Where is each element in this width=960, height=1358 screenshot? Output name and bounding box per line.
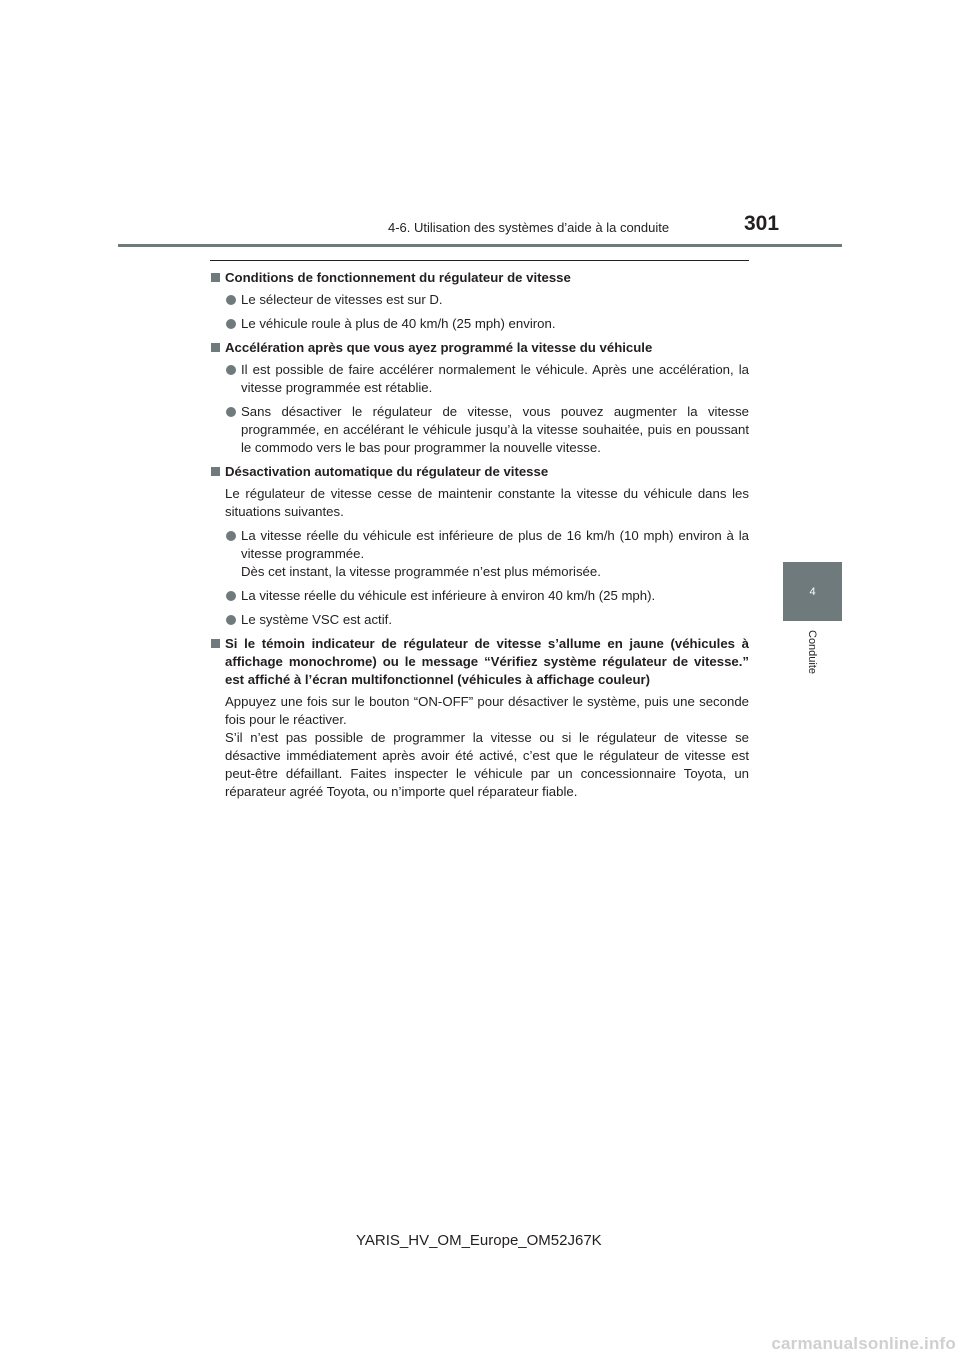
circle-bullet-icon xyxy=(226,365,236,375)
content-top-rule xyxy=(210,260,749,261)
square-bullet-icon xyxy=(211,639,220,648)
chapter-tab[interactable] xyxy=(783,562,842,621)
list-item: La vitesse réelle du véhicule est inférieure à environ 40 km/h (25 mph). xyxy=(225,587,749,605)
circle-bullet-icon xyxy=(226,615,236,625)
header-rule xyxy=(118,244,842,247)
page-content xyxy=(211,269,749,807)
circle-bullet-icon xyxy=(226,407,236,417)
chapter-number: 4 xyxy=(809,585,816,598)
section-heading: Accélération après que vous ayez programmé la vitesse du véhicule xyxy=(211,339,749,357)
list-item: Le système VSC est actif. xyxy=(225,611,749,629)
list-item: Le sélecteur de vitesses est sur D. xyxy=(225,291,749,309)
list-item-note: Dès cet instant, la vitesse programmée n’est plus mémorisée. xyxy=(241,564,601,579)
chapter-label: Conduite xyxy=(806,630,818,675)
section-heading: Conditions de fonctionnement du régulateur de vitesse xyxy=(211,269,749,287)
watermark xyxy=(676,1334,956,1354)
document-code: YARIS_HV_OM_Europe_OM52J67K xyxy=(356,1232,602,1249)
square-bullet-icon xyxy=(211,273,220,282)
paragraph: Appuyez une fois sur le bouton “ON-OFF” pour désactiver le système, puis une seconde fois pour le réactiver. xyxy=(225,694,749,727)
watermark-text: carmanualsonline.info xyxy=(771,1334,956,1353)
section-heading: Désactivation automatique du régulateur de vitesse xyxy=(211,463,749,481)
circle-bullet-icon xyxy=(226,319,236,329)
running-header-section: 4-6. Utilisation des systèmes d’aide à la conduite xyxy=(388,220,670,235)
paragraph: S’il n’est pas possible de programmer la vitesse ou si le régulateur de vitesse se désactive immédiatement après avoir été activé, c’est que le régulateur de vitesse est peut-être défaillant. Faites inspecter le véhicule par un concessionnaire Toyota, un réparateur agréé Toyota, ou n’importe quel réparateur fiable. xyxy=(225,730,749,799)
list-item: Le véhicule roule à plus de 40 km/h (25 mph) environ. xyxy=(225,315,749,333)
list-item: Il est possible de faire accélérer normalement le véhicule. Après une accélération, la vitesse programmée est rétablie. xyxy=(225,361,749,397)
section-intro: Le régulateur de vitesse cesse de maintenir constante la vitesse du véhicule dans les situations suivantes. xyxy=(225,486,749,519)
section-heading: Si le témoin indicateur de régulateur de vitesse s’allume en jaune (véhicules à affichage monochrome) ou le message “Vérifiez système régulateur de vitesse.” est affiché à l’écran multifonctionnel (véhicules à affichage couleur) xyxy=(211,635,749,689)
square-bullet-icon xyxy=(211,343,220,352)
page-number: 301 xyxy=(744,212,780,235)
circle-bullet-icon xyxy=(226,591,236,601)
square-bullet-icon xyxy=(211,467,220,476)
circle-bullet-icon xyxy=(226,531,236,541)
circle-bullet-icon xyxy=(226,295,236,305)
list-item: La vitesse réelle du véhicule est inférieure de plus de 16 km/h (10 mph) environ à la vitesse programmée. Dès cet instant, la vitesse programmée n’est plus mémorisée. xyxy=(225,527,749,581)
list-item: Sans désactiver le régulateur de vitesse, vous pouvez augmenter la vitesse programmée, en accélérant le véhicule jusqu’à la vitesse souhaitée, puis en poussant le commodo vers le bas pour programmer la nouvelle vitesse. xyxy=(225,403,749,457)
